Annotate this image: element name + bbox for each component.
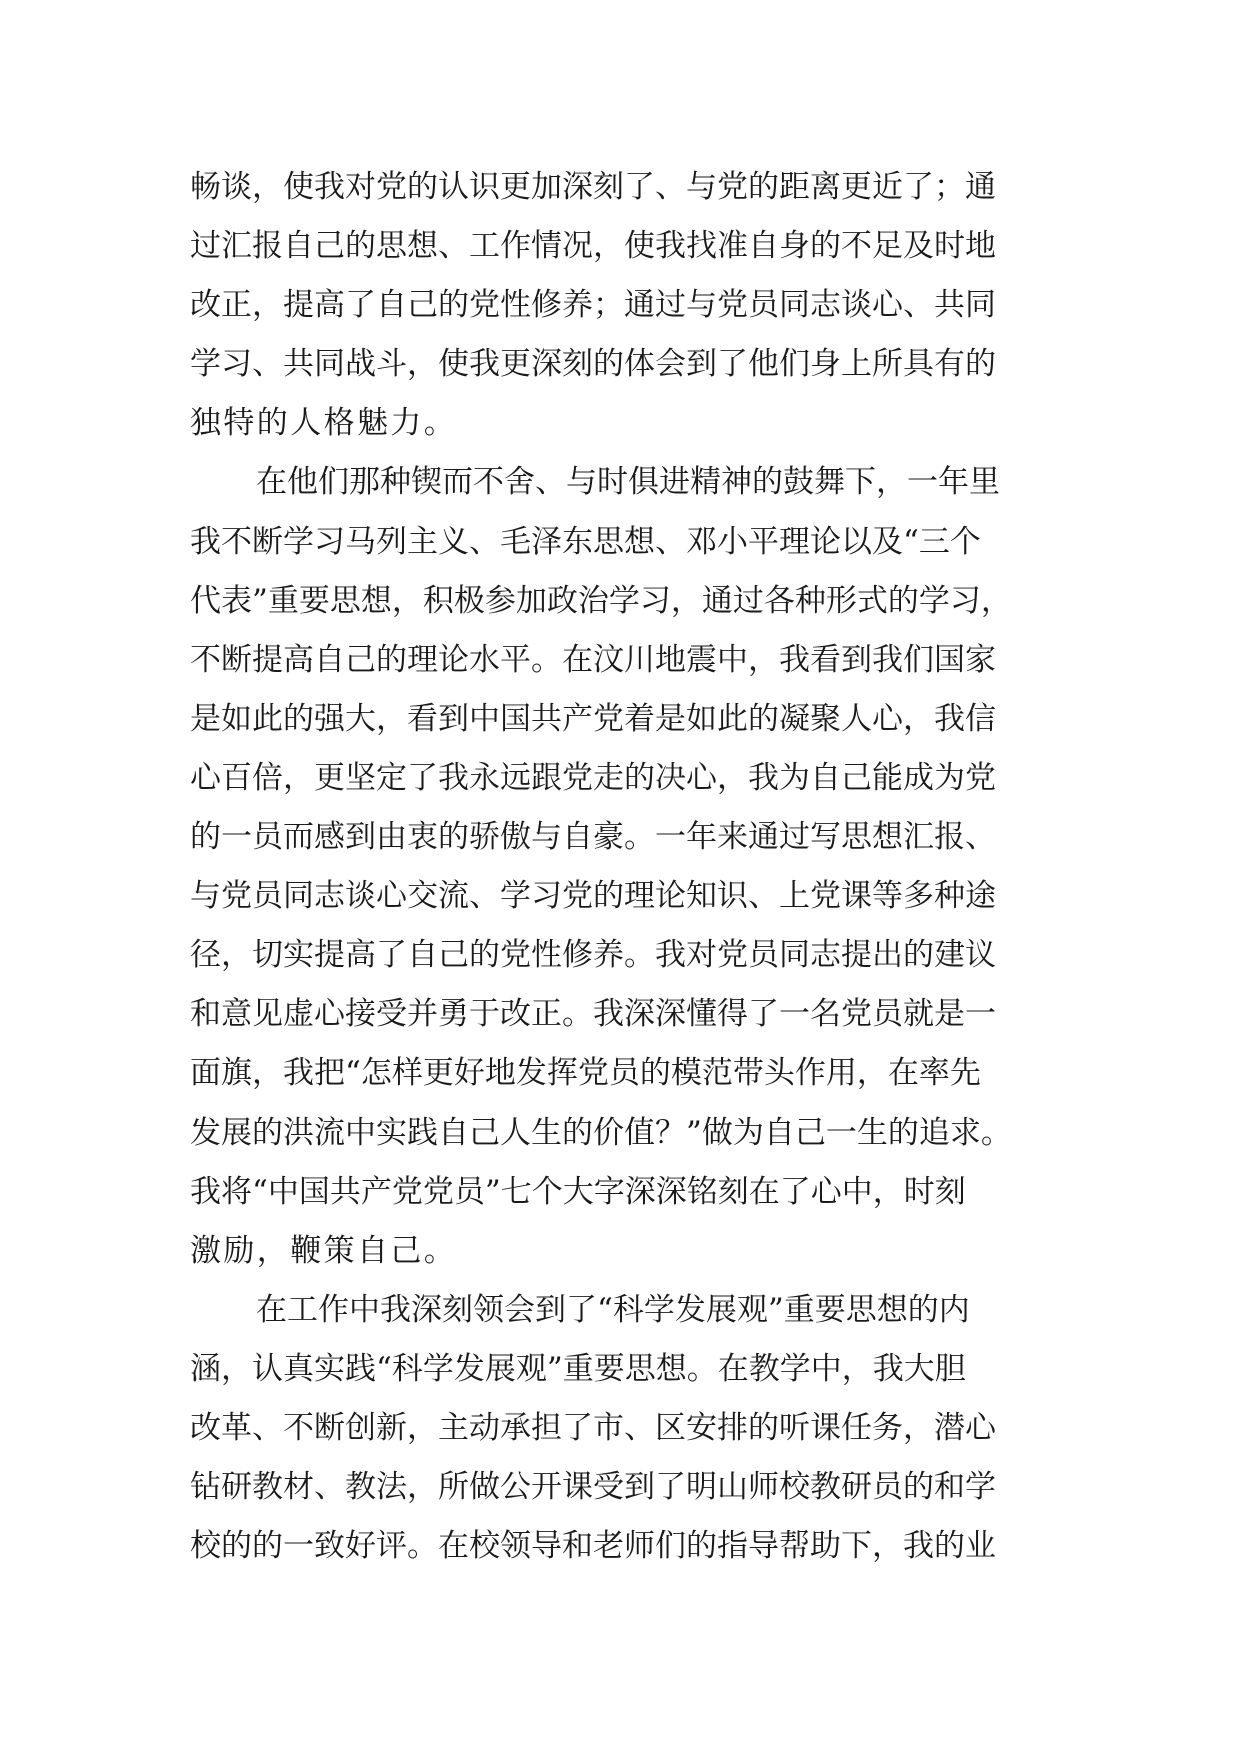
text-line: 改正，提高了自己的党性修养；通过与党员同志谈心、共同 xyxy=(190,287,996,324)
text-line: 与党员同志谈心交流、学习党的理论知识、上党课等多种途 xyxy=(190,878,996,915)
paragraph-first-line: 在他们那种锲而不舍、与时俱进精神的鼓舞下，一年里 xyxy=(256,464,1000,501)
text-line: 发展的洪流中实践自己人生的价值？”做为自己一生的追求。 xyxy=(190,1114,1012,1151)
text-line: 我不断学习马列主义、毛泽东思想、邓小平理论以及“三个 xyxy=(190,523,981,560)
text-line: 的一员而感到由衷的骄傲与自豪。一年来通过写思想汇报、 xyxy=(190,819,996,856)
text-line: 涵，认真实践“科学发展观”重要思想。在教学中，我大胆 xyxy=(190,1350,966,1387)
text-line: 校的的一致好评。在校领导和老师们的指导帮助下，我的业 xyxy=(190,1528,996,1565)
text-line: 心百倍，更坚定了我永远跟党走的决心，我为自己能成为党 xyxy=(190,759,996,796)
text-line: 面旗，我把“怎样更好地发挥党员的模范带头作用，在率先 xyxy=(190,1055,981,1092)
paragraph-first-line: 在工作中我深刻领会到了“科学发展观”重要思想的内 xyxy=(256,1291,970,1328)
body-text xyxy=(190,158,1070,1576)
text-line: 是如此的强大，看到中国共产党着是如此的凝聚人心，我信 xyxy=(190,700,996,737)
text-line: 过汇报自己的思想、工作情况，使我找准自身的不足及时地 xyxy=(190,228,996,265)
text-line: 和意见虚心接受并勇于改正。我深深懂得了一名党员就是一 xyxy=(190,996,996,1033)
text-line: 径，切实提高了自己的党性修养。我对党员同志提出的建议 xyxy=(190,937,996,974)
text-line: 钻研教材、教法，所做公开课受到了明山师校教研员的和学 xyxy=(190,1469,996,1506)
text-line: 代表”重要思想，积极参加政治学习，通过各种形式的学习， xyxy=(190,582,1012,619)
text-line: 我将“中国共产党党员”七个大字深深铭刻在了心中，时刻 xyxy=(190,1173,966,1210)
text-line: 畅谈，使我对党的认识更加深刻了、与党的距离更近了；通 xyxy=(190,169,996,205)
text-line: 独特的人格魅力。 xyxy=(190,405,458,442)
text-line: 改革、不断创新，主动承担了市、区安排的听课任务，潜心 xyxy=(190,1409,996,1446)
text-line: 学习、共同战斗，使我更深刻的体会到了他们身上所具有的 xyxy=(190,346,996,383)
text-line: 不断提高自己的理论水平。在汶川地震中，我看到我们国家 xyxy=(190,641,996,678)
text-line: 激励，鞭策自己。 xyxy=(190,1232,458,1269)
